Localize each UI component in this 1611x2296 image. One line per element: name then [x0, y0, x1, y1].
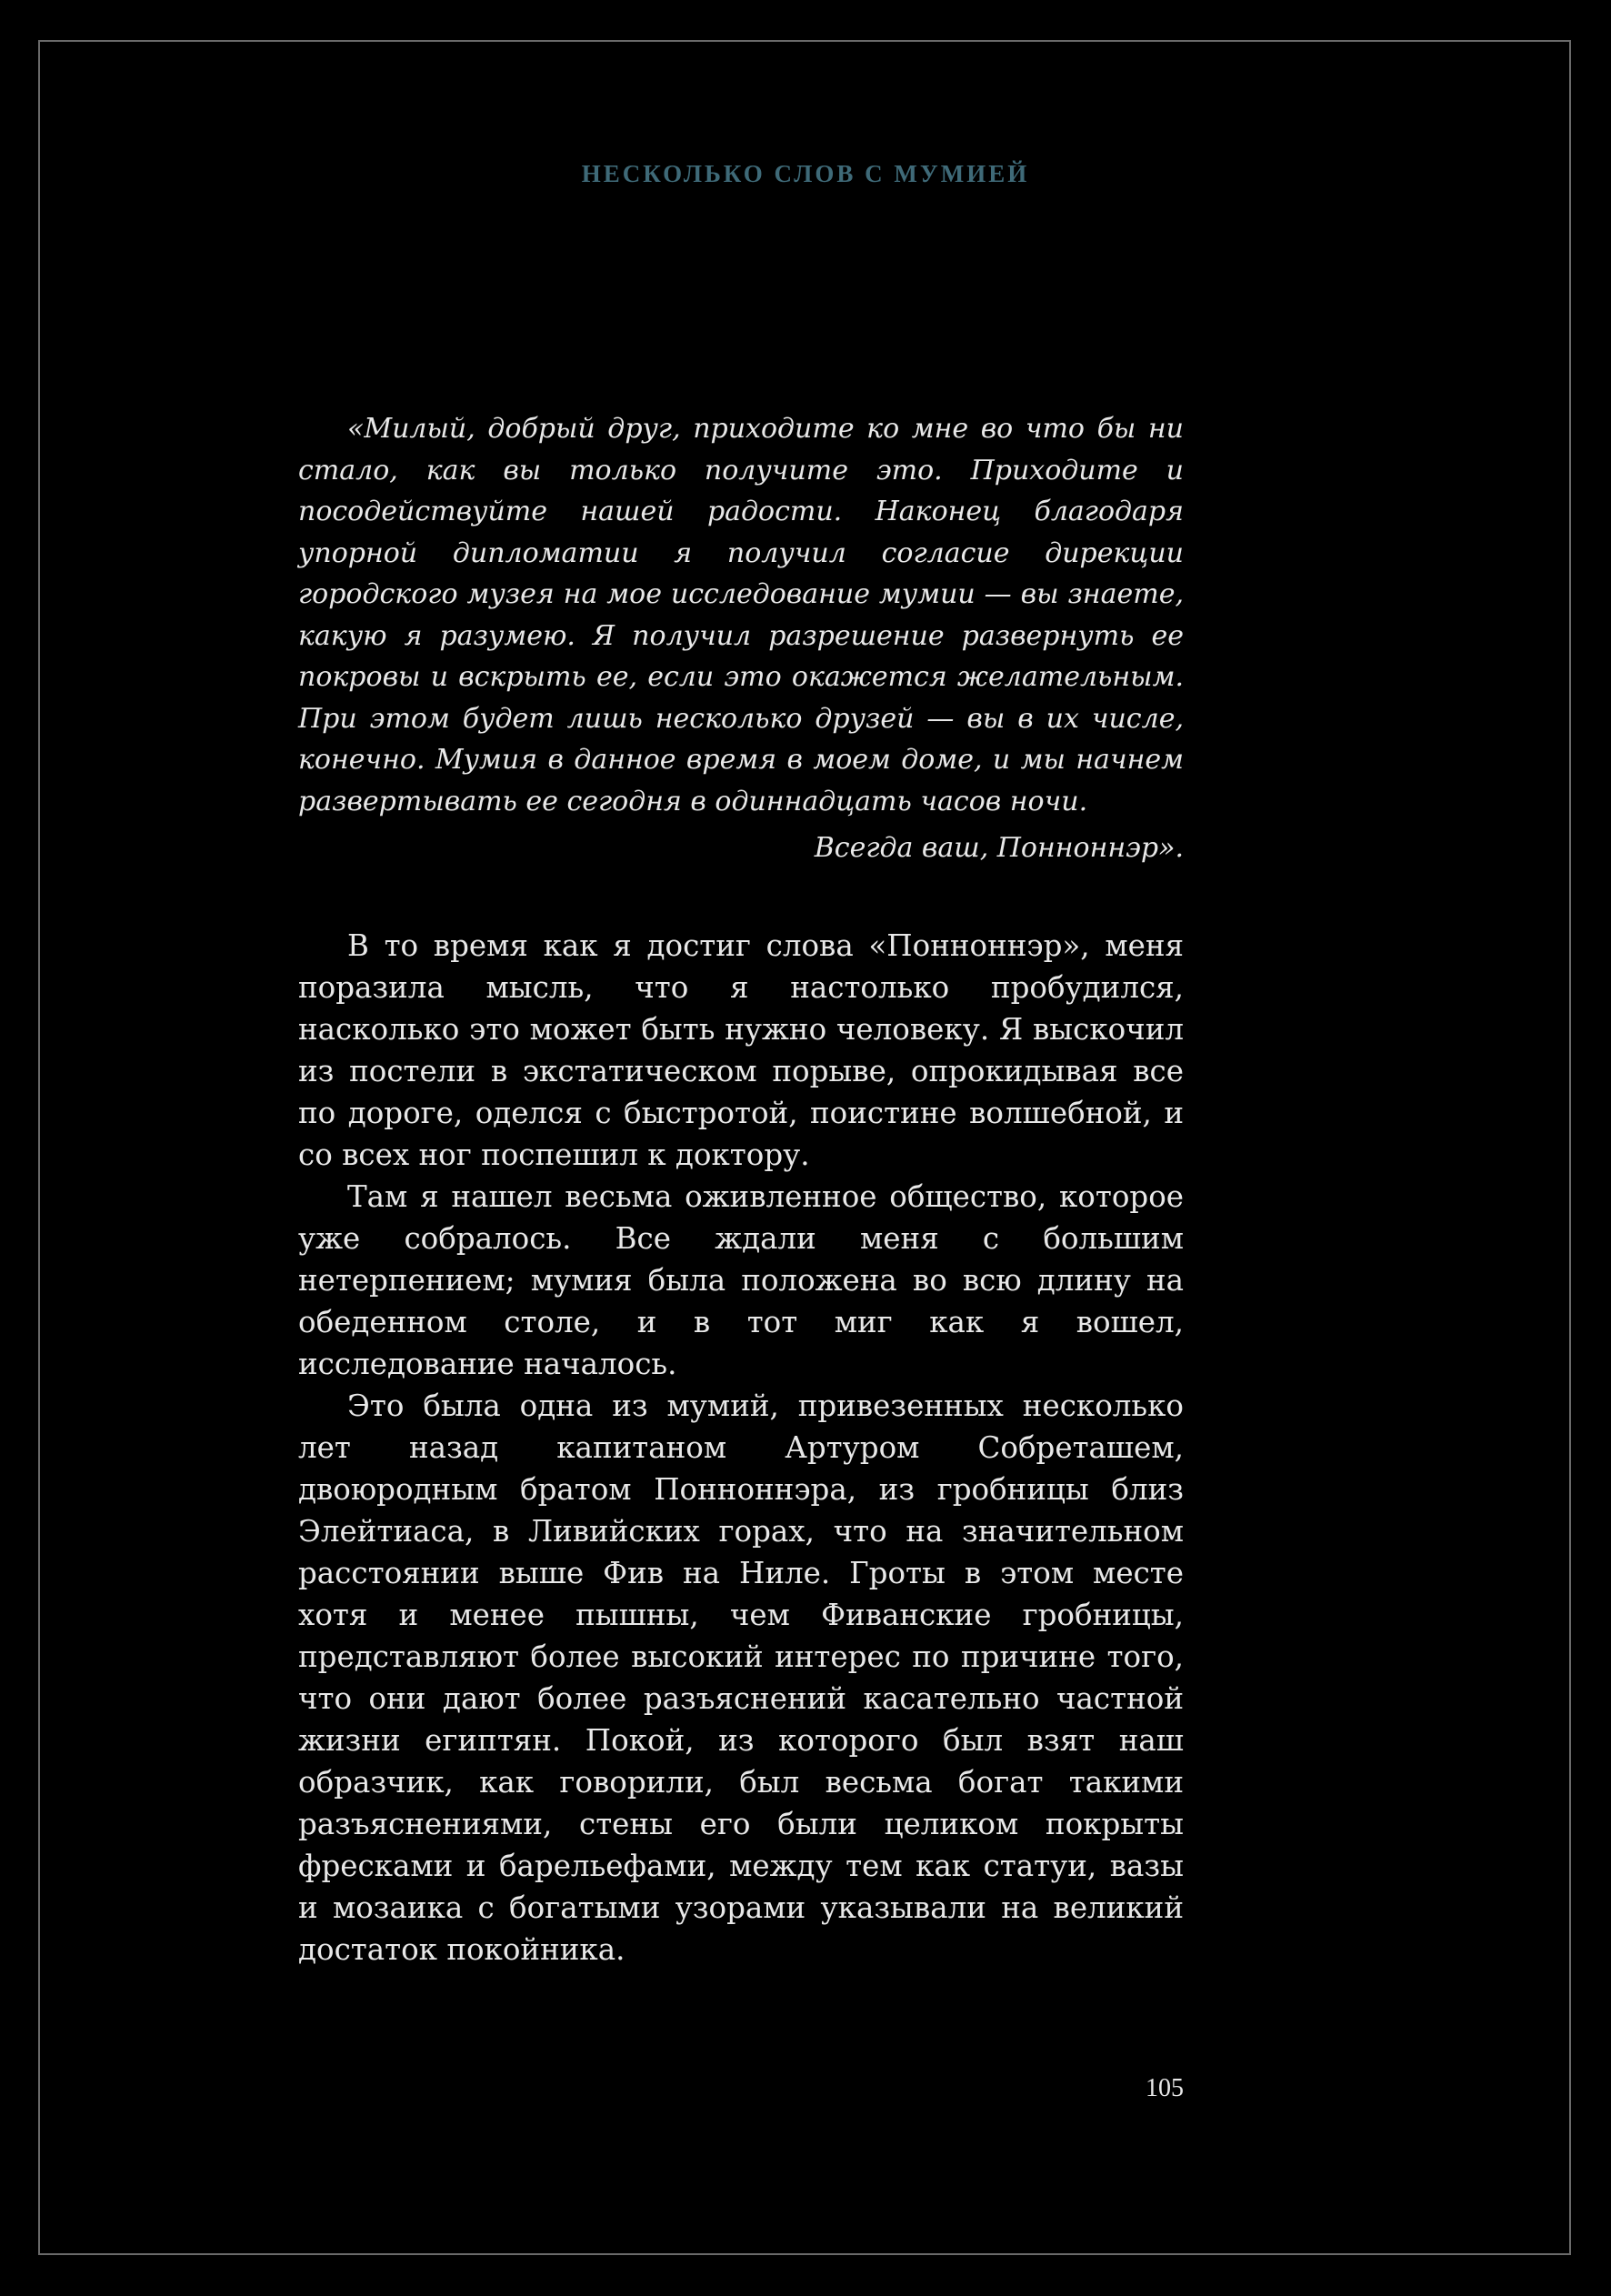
body-text: [298, 925, 1184, 1970]
letter-block: [298, 408, 1184, 869]
body-paragraph: В то время как я достиг слова «Понноннэр», меня поразила мысль, что я настолько пробудился, насколько это может быть нужно человеку. Я выскочил из постели в экстатическом порыве, опрокидывая все по дороге, оделся с быстротой, поистине волшебной, и со всех ног поспешил к доктору.: [298, 928, 1184, 1172]
running-header: НЕСКОЛЬКО СЛОВ С МУМИЕЙ: [581, 160, 1030, 187]
body-paragraph: Там я нашел весьма оживленное общество, которое уже собралось. Все ждали меня с большим нетерпением; мумия была положена во всю длину на обеденном столе, и в тот миг как я вошел, исследование началось.: [298, 1179, 1184, 1381]
page-number: 105: [1146, 2074, 1184, 2102]
letter-text: «Милый, добрый друг, приходите ко мне во что бы ни стало, как вы только получите это. Приходите и посодействуйте нашей радости. Наконец благодаря упорной дипломатии я получил согласие дирекции городского музея на мое исследование мумии — вы знаете, какую я разумею. Я получил разрешение развернуть ее покровы и вскрыть ее, если это окажется желательным. При этом будет лишь несколько друзей — вы в их числе, конечно. Мумия в данное время в моем доме, и мы начнем развертывать ее сегодня в одиннадцать часов ночи.: [298, 413, 1184, 817]
body-paragraph: Это была одна из мумий, привезенных несколько лет назад капитаном Артуром Собреташем, двоюродным братом Понноннэра, из гробницы близ Элейтиаса, в Ливийских горах, что на значительном расстоянии выше Фив на Ниле. Гроты в этом месте хотя и менее пышны, чем Фиванские гробницы, представляют более высокий интерес по причине того, что они дают более разъяснений касательно частной жизни египтян. Покой, из которого был взят наш образчик, как говорили, был весьма богат такими разъяснениями, стены его были целиком покрыты фресками и барельефами, между тем как статуи, вазы и мозаика с богатыми узорами указывали на великий достаток покойника.: [298, 1389, 1184, 1967]
letter-signature: Всегда ваш, Понноннэр».: [814, 832, 1184, 864]
